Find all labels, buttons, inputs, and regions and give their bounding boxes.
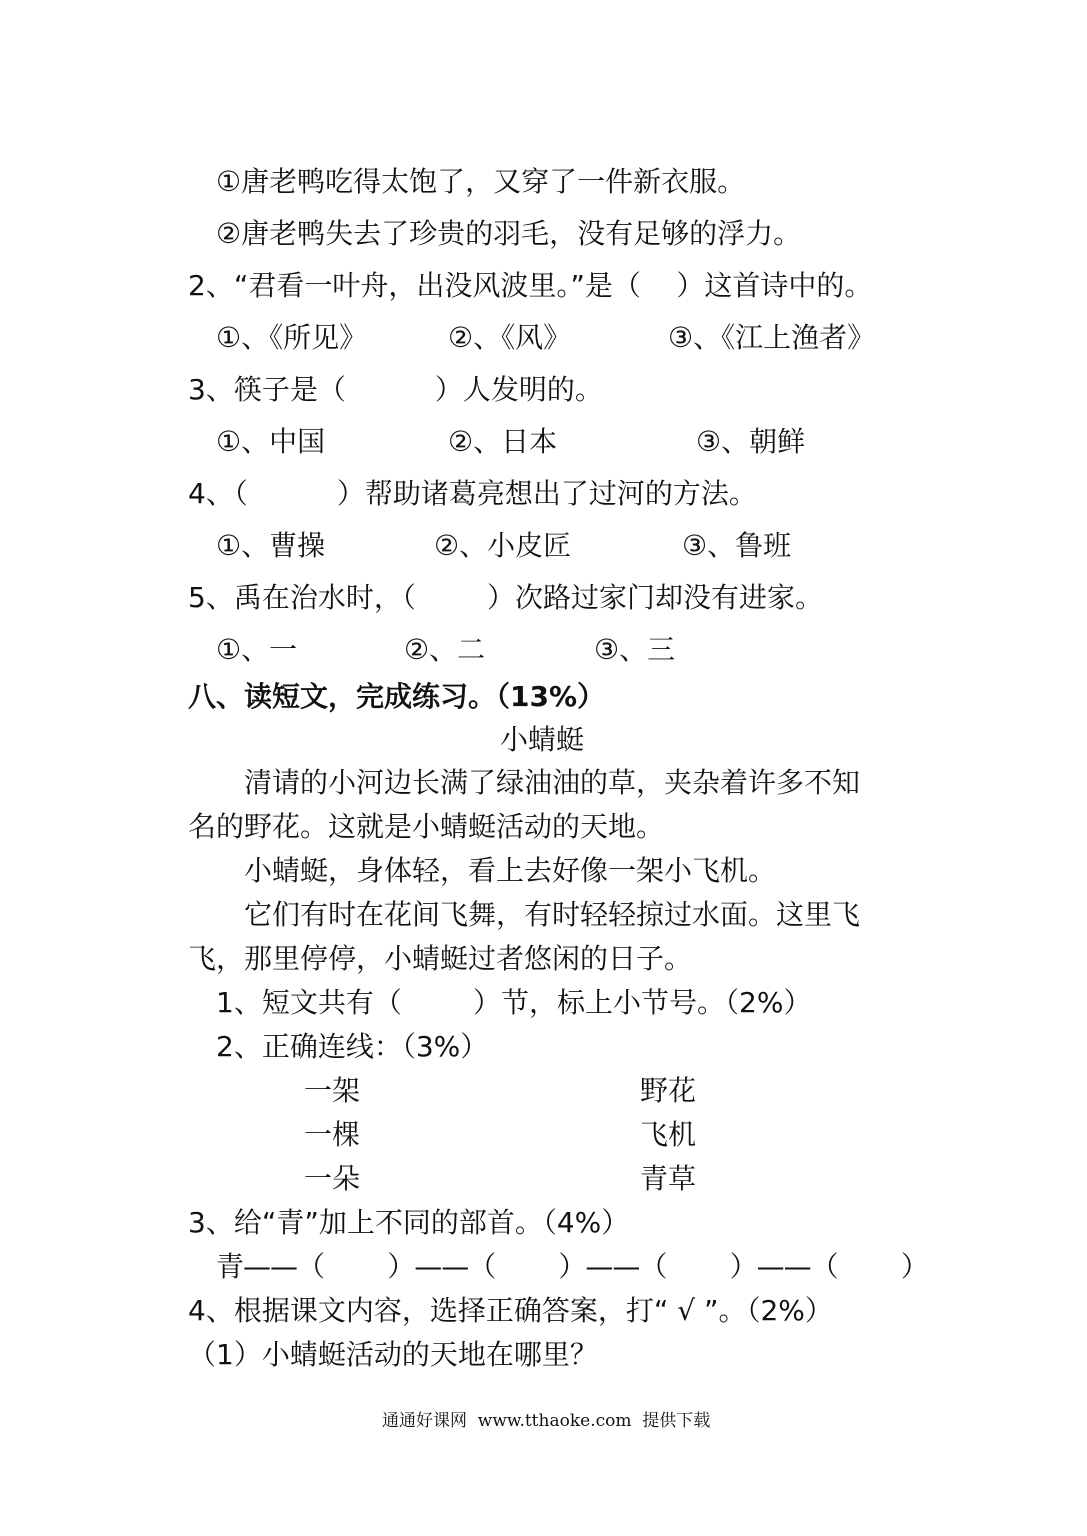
- q2-stem: 2、“君看一叶舟，出没风波里。”是（ ）这首诗中的。: [188, 269, 873, 302]
- q4-option-2: ②、小皮匠: [434, 529, 572, 562]
- exercise-3-blanks: 青——（ ）——（ ）——（ ）——（ ）: [216, 1250, 928, 1283]
- q1-option-1: ①唐老鸭吃得太饱了，又穿了一件新衣服。: [216, 165, 746, 198]
- match-left-1: 一架: [304, 1074, 361, 1107]
- q2-option-3: ③、《江上渔者》: [668, 321, 876, 354]
- passage-line-5: 飞，那里停停，小蜻蜓过者悠闲的日子。: [188, 942, 693, 975]
- q3-option-1: ①、中国: [216, 425, 326, 458]
- match-left-3: 一朵: [304, 1162, 361, 1195]
- exercise-2-stem: 2、正确连线：（3%）: [216, 1030, 489, 1063]
- q5-option-3: ③、三: [594, 633, 676, 666]
- exercise-3-stem: 3、给“青”加上不同的部首。（4%）: [188, 1206, 630, 1239]
- passage-line-1: 清请的小河边长满了绿油油的草，夹杂着许多不知: [244, 766, 861, 799]
- exercise-4-sub-1: （1）小蜻蜓活动的天地在哪里？: [188, 1338, 598, 1371]
- passage-line-3: 小蜻蜓，身体轻，看上去好像一架小飞机。: [244, 854, 777, 887]
- match-right-1: 野花: [640, 1074, 697, 1107]
- q4-option-3: ③、鲁班: [682, 529, 792, 562]
- passage-line-2: 名的野花。这就是小蜻蜓活动的天地。: [188, 810, 665, 843]
- q3-option-3: ③、朝鲜: [696, 425, 806, 458]
- q5-option-1: ①、一: [216, 633, 298, 666]
- q3-option-2: ②、日本: [448, 425, 558, 458]
- q2-option-2: ②、《风》: [448, 321, 572, 354]
- footer-credit: 通通好课网 www.tthaoke.com 提供下载: [382, 1411, 711, 1431]
- section-8-heading: 八、读短文，完成练习。（13%）: [188, 680, 606, 713]
- q4-stem: 4、（ ）帮助诸葛亮想出了过河的方法。: [188, 477, 757, 510]
- q1-option-2: ②唐老鸭失去了珍贵的羽毛，没有足够的浮力。: [216, 217, 802, 250]
- q2-option-1: ①、《所见》: [216, 321, 368, 354]
- q4-option-1: ①、曹操: [216, 529, 326, 562]
- match-right-3: 青草: [640, 1162, 697, 1195]
- exercise-4-stem: 4、根据课文内容，选择正确答案，打“ √ ”。（2%）: [188, 1294, 833, 1327]
- match-right-2: 飞机: [640, 1118, 697, 1151]
- match-left-2: 一棵: [304, 1118, 361, 1151]
- q5-stem: 5、禹在治水时，（ ）次路过家门却没有进家。: [188, 581, 824, 614]
- passage-title: 小蜻蜓: [500, 723, 585, 756]
- q3-stem: 3、筷子是（ ）人发明的。: [188, 373, 603, 406]
- exercise-1: 1、短文共有（ ）节，标上小节号。（2%）: [216, 986, 812, 1019]
- q5-option-2: ②、二: [404, 633, 486, 666]
- passage-line-4: 它们有时在花间飞舞，有时轻轻掠过水面。这里飞: [244, 898, 861, 931]
